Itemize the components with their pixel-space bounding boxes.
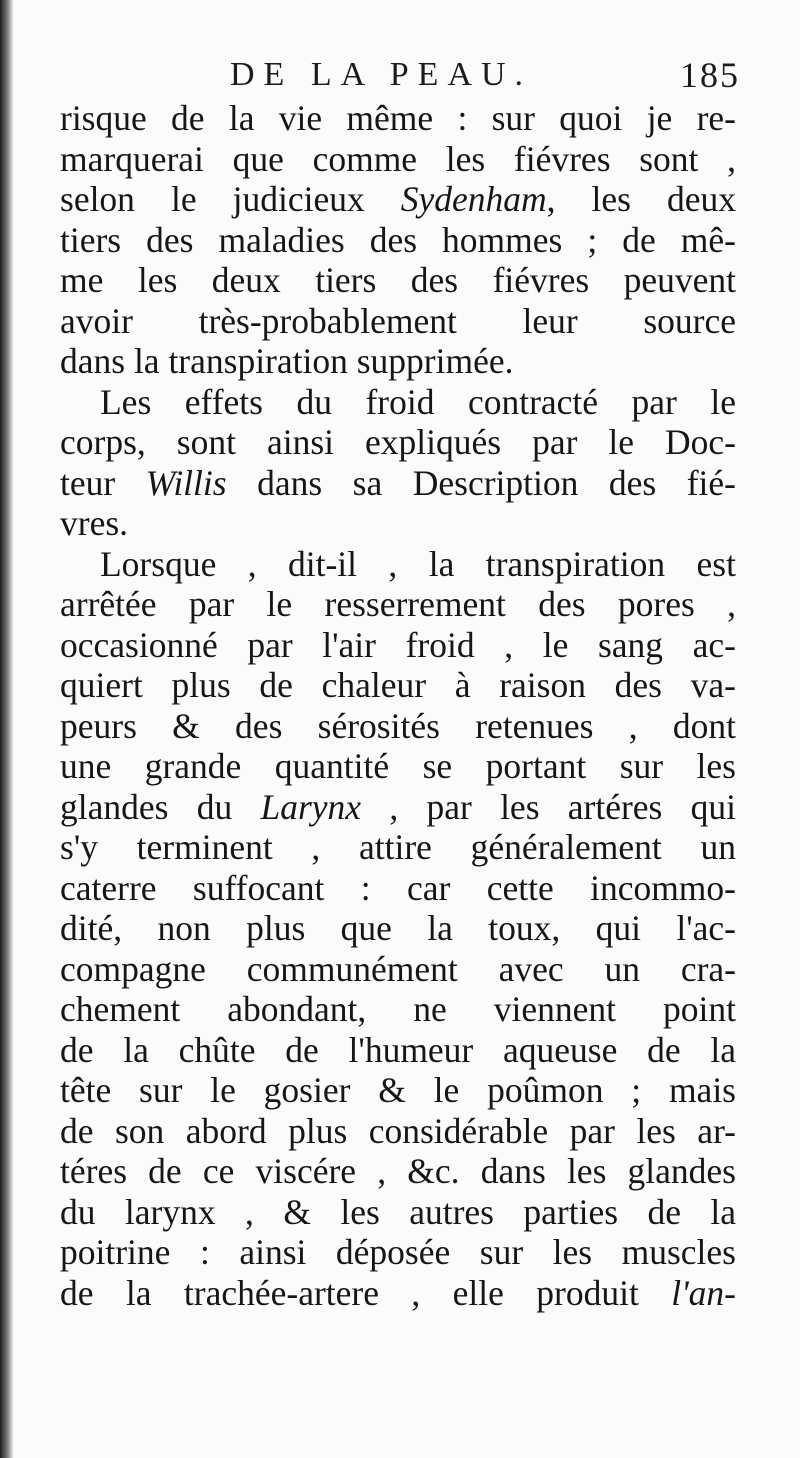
text-line: glandes du Larynx , par les artéres qui (60, 786, 736, 827)
text-line: Lorsque , dit-il , la transpiration est (100, 543, 736, 584)
text-line: occasionné par l'air froid , le sang ac- (60, 624, 736, 665)
text-line: poitrine : ainsi déposée sur les muscles (60, 1232, 736, 1272)
text-line: dans la transpiration supprimée. (60, 341, 514, 381)
text-line: peurs & des sérosités retenues , dont (60, 705, 736, 746)
text-line: risque de la vie même : sur quoi je re- (60, 98, 736, 138)
text-line: s'y terminent , attire généralement un (60, 827, 736, 867)
text-line: arrêtée par le resserrement des pores , (60, 584, 736, 624)
running-head: DE LA PEAU. (230, 56, 533, 93)
text-line: marquerai que comme les fiévres sont , (60, 138, 736, 179)
text-line: quiert plus de chaleur à raison des va- (60, 665, 736, 705)
text-line: vres. (60, 503, 129, 543)
text-line: caterre suffocant : car cette incommo- (60, 867, 736, 908)
term-larynx: Larynx (260, 786, 362, 827)
text-line: selon le judicieux Sydenham, les deux (60, 179, 736, 219)
text-line: tiers des maladies des hommes ; de mê- (60, 219, 736, 260)
text-line: de la trachée-artere , elle produit l'an- (60, 1272, 736, 1313)
text-line: compagne communément avec un cra- (60, 948, 736, 989)
author-name-sydenham: Sydenham (400, 179, 547, 219)
text-line: de la chûte de l'humeur aqueuse de la (60, 1029, 736, 1070)
text-line: corps, sont ainsi expliqués par le Doc- (60, 422, 736, 462)
page-number: 185 (680, 55, 740, 95)
body-text (60, 98, 736, 1313)
author-name-willis: Willis (145, 462, 227, 503)
binding-shadow (0, 0, 14, 1458)
page-header (60, 52, 740, 98)
text-line: avoir très-probablement leur source (60, 300, 736, 341)
text-line: chement abondant, ne viennent point (60, 989, 736, 1029)
text-line: tête sur le gosier & le poûmon ; mais (60, 1070, 736, 1110)
text-line: une grande quantité se portant sur les (60, 746, 736, 786)
text-line: téres de ce viscére , &c. dans les glandes (60, 1151, 736, 1191)
text-line: du larynx , & les autres parties de la (60, 1191, 736, 1232)
text-line: Les effets du froid contracté par le (100, 381, 736, 422)
text-line: de son abord plus considérable par les ar- (60, 1110, 736, 1151)
text-line: me les deux tiers des fiévres peuvent (60, 260, 736, 300)
catchword: l'an- (671, 1272, 736, 1313)
text-line: teur Willis dans sa Description des fié- (60, 462, 736, 503)
text-line: dité, non plus que la toux, qui l'ac- (60, 908, 736, 948)
